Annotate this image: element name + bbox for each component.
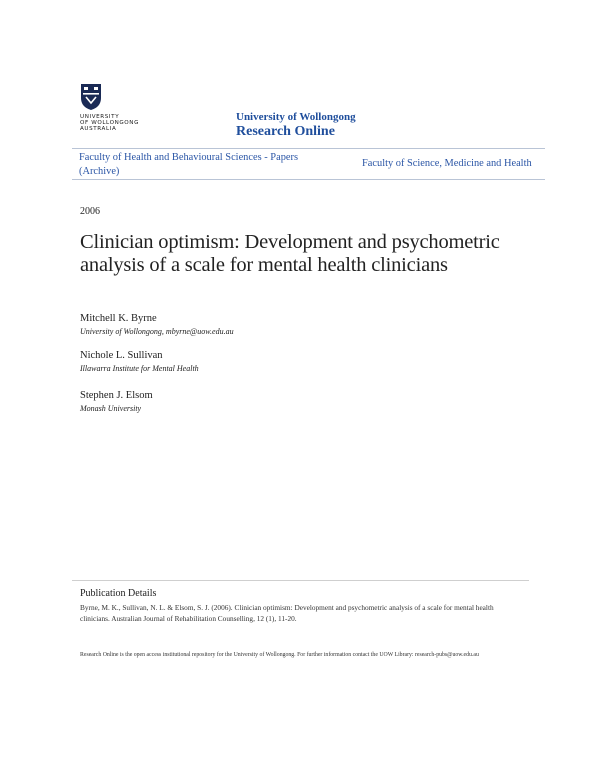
author-name: Mitchell K. Byrne [80, 313, 157, 324]
citation-text: Byrne, M. K., Sullivan, N. L. & Elsom, S. J. (2006). Clinician optimism: Development and psychometric analysis of a scale for mental health clinicians. Australian Journal of Rehabilitation Counselling, 12 (1), 11-20. [80, 603, 494, 623]
university-crest-icon [80, 83, 102, 111]
collection-bar-top-divider [72, 148, 545, 149]
paper-title: Clinician optimism: Development and psychometric analysis of a scale for mental health clinicians [80, 231, 500, 276]
logo-wordmark-line: AUSTRALIA [80, 126, 117, 132]
collection-link-science-medicine[interactable]: Faculty of Science, Medicine and Health [362, 158, 532, 169]
publication-details-heading: Publication Details [80, 588, 157, 599]
collection-link-health-sciences[interactable]: Faculty of Health and Behavioural Sciences - Papers (Archive) [79, 152, 298, 177]
author-affiliation: Monash University [80, 404, 142, 413]
author-name: Nichole L. Sullivan [80, 350, 163, 361]
logo-wordmark-line: UNIVERSITY [80, 114, 120, 120]
collection-bar-bottom-divider [72, 179, 545, 180]
author-affiliation: University of Wollongong, mbyrne@uow.edu.au [80, 327, 234, 336]
repository-name-link[interactable]: Research Online [236, 124, 335, 139]
publication-year: 2006 [80, 206, 100, 217]
logo-wordmark-line: OF WOLLONGONG [80, 120, 140, 126]
author-name: Stephen J. Elsom [80, 390, 153, 401]
university-name-link[interactable]: University of Wollongong [236, 111, 356, 123]
repository-footer-note: Research Online is the open access institutional repository for the University of Wollongong. For further information contact the UOW Library: research-pubs@uow.edu.au [80, 652, 479, 658]
author-affiliation: Illawarra Institute for Mental Health [80, 364, 199, 373]
publication-details-divider [72, 580, 529, 581]
